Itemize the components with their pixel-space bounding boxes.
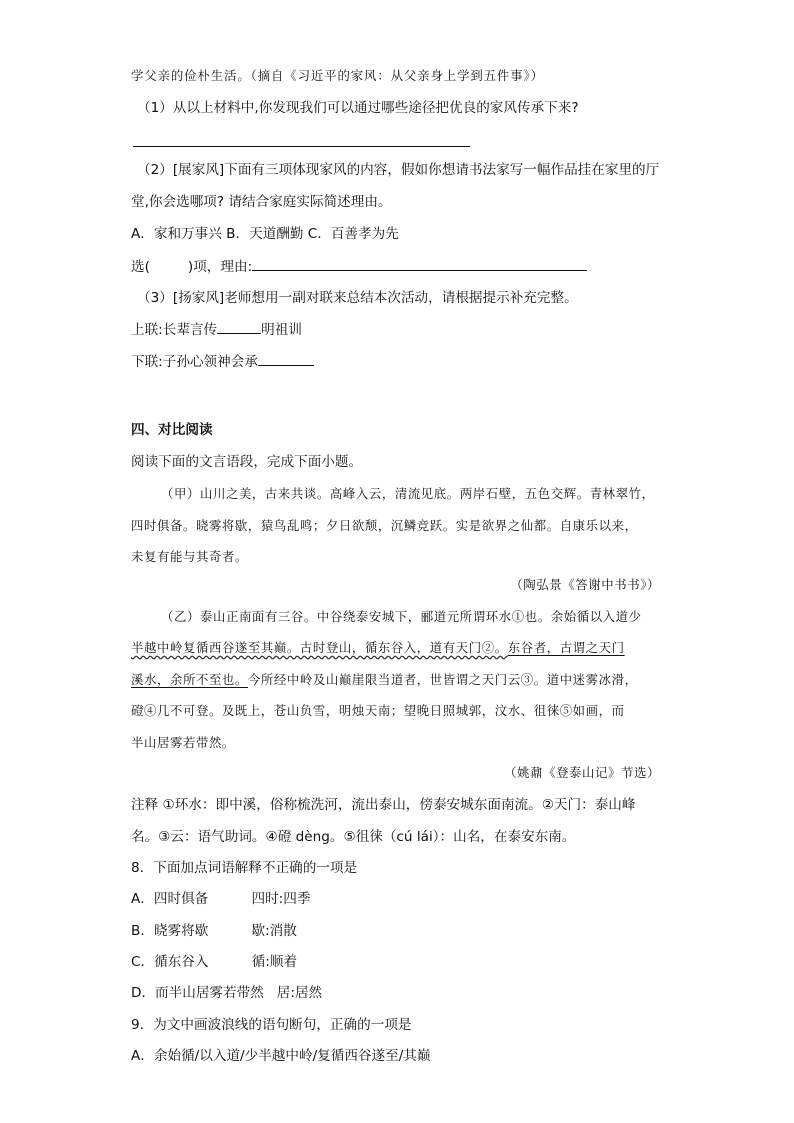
couplet-upper-blank[interactable] <box>217 319 261 334</box>
question-2-line1: （2）[展家风]下面有三项体现家风的内容，假如你想请书法家写一幅作品挂在家里的厅 <box>137 162 660 178</box>
q8-option-c[interactable]: C．循东谷入 循:顺着 <box>131 954 298 970</box>
notes-line2: 名。③云：语气助词。④磴 dèng。⑤徂徕（cú lái）：山名，在泰安东南。 <box>131 829 576 845</box>
couplet-lower-blank[interactable] <box>258 351 314 366</box>
yi-underlined-2: 溪水，余所不至也。 <box>131 672 248 687</box>
passage-yi-line2: 半越中岭复循西谷遂至其巅。古时登山，循东谷入，道有天门②。 <box>131 640 508 655</box>
question-2-line2: 堂,你会选哪项? 请结合家庭实际简述理由。 <box>131 194 392 210</box>
answer-line-q1[interactable] <box>133 146 470 147</box>
passage-yi-source: （姚鼐《登泰山记》节选） <box>504 765 660 780</box>
couplet-lower <box>131 351 314 372</box>
passage-yi-line3 <box>131 670 638 690</box>
couplet-upper <box>131 319 302 340</box>
instruction: 阅读下面的文言语段，完成下面小题。 <box>131 454 363 470</box>
choice-mid: )项，理由: <box>187 259 253 275</box>
question-2-options: A．家和万事兴 B．天道酬勤 C．百善孝为先 <box>131 226 399 242</box>
passage-yi-line4: 磴④几不可登。及既上，苍山负雪，明烛天南；望晚日照城郭，汶水、徂徕⑤如画，而 <box>131 703 625 718</box>
question-9: 9．为文中画波浪线的语句断句，正确的一项是 <box>131 1017 412 1033</box>
choice-prefix: 选( <box>131 259 150 275</box>
passage-jia-line3: 未复有能与其奇者。 <box>131 549 248 564</box>
question-2-choice <box>131 256 587 277</box>
passage-yi-line5: 半山居雾若带然。 <box>131 735 235 750</box>
question-3: （3）[扬家风]老师想用一副对联来总结本次活动，请根据提示补充完整。 <box>137 290 578 306</box>
question-8: 8．下面加点词语解释不正确的一项是 <box>131 860 358 876</box>
notes-line1: 注释 ①环水：即中溪，俗称梳洗河，流出泰山，傍泰安城东面南流。②天门：泰山峰 <box>131 797 636 813</box>
passage-jia-source: （陶弘景《答谢中书书》） <box>510 577 660 592</box>
q8-option-d[interactable]: D．而半山居雾若带然 居:居然 <box>131 985 323 1001</box>
yi-line3-rest: 今所经中岭及山巅崖限当道者，世皆谓之天门云③。道中迷雾冰滑， <box>247 672 638 687</box>
passage-yi-line2-full <box>131 638 625 658</box>
passage-jia-line2: 四时俱备。晓雾将歇，猿鸟乱鸣；夕日欲颓，沉鳞竞跃。实是欲界之仙都。自康乐以来， <box>131 518 638 533</box>
q8-option-a[interactable]: A．四时俱备 四时:四季 <box>131 891 311 907</box>
section-heading: 四、对比阅读 <box>131 422 213 438</box>
yi-underlined-1: 东谷者，古谓之天门 <box>507 640 625 655</box>
couplet-upper-prefix: 上联:长辈言传 <box>131 322 218 338</box>
reason-blank[interactable] <box>252 256 587 271</box>
passage-yi-line1: （乙）泰山正南面有三谷。中谷绕泰安城下，郦道元所谓环水①也。余始循以入道少 <box>161 609 642 624</box>
yi-line2-body <box>131 640 508 655</box>
question-1: （1）从以上材料中,你发现我们可以通过哪些途径把优良的家风传承下来? <box>137 100 579 116</box>
top-line: 学父亲的俭朴生活。（摘自《习近平的家风：从父亲身上学到五件事》） <box>131 68 544 83</box>
passage-jia-line1: （甲）山川之美，古来共谈。高峰入云，清流见底。两岸石壁，五色交辉。青林翠竹， <box>161 486 655 501</box>
couplet-upper-suffix: 明祖训 <box>261 322 302 338</box>
couplet-lower-prefix: 下联:子孙心领神会承 <box>131 354 258 370</box>
q8-option-b[interactable]: B．晓雾将歇 歇:消散 <box>131 923 297 939</box>
q9-option-a[interactable]: A．余始循/以入道/少半越中岭/复循西谷遂至/其巅 <box>131 1048 431 1064</box>
